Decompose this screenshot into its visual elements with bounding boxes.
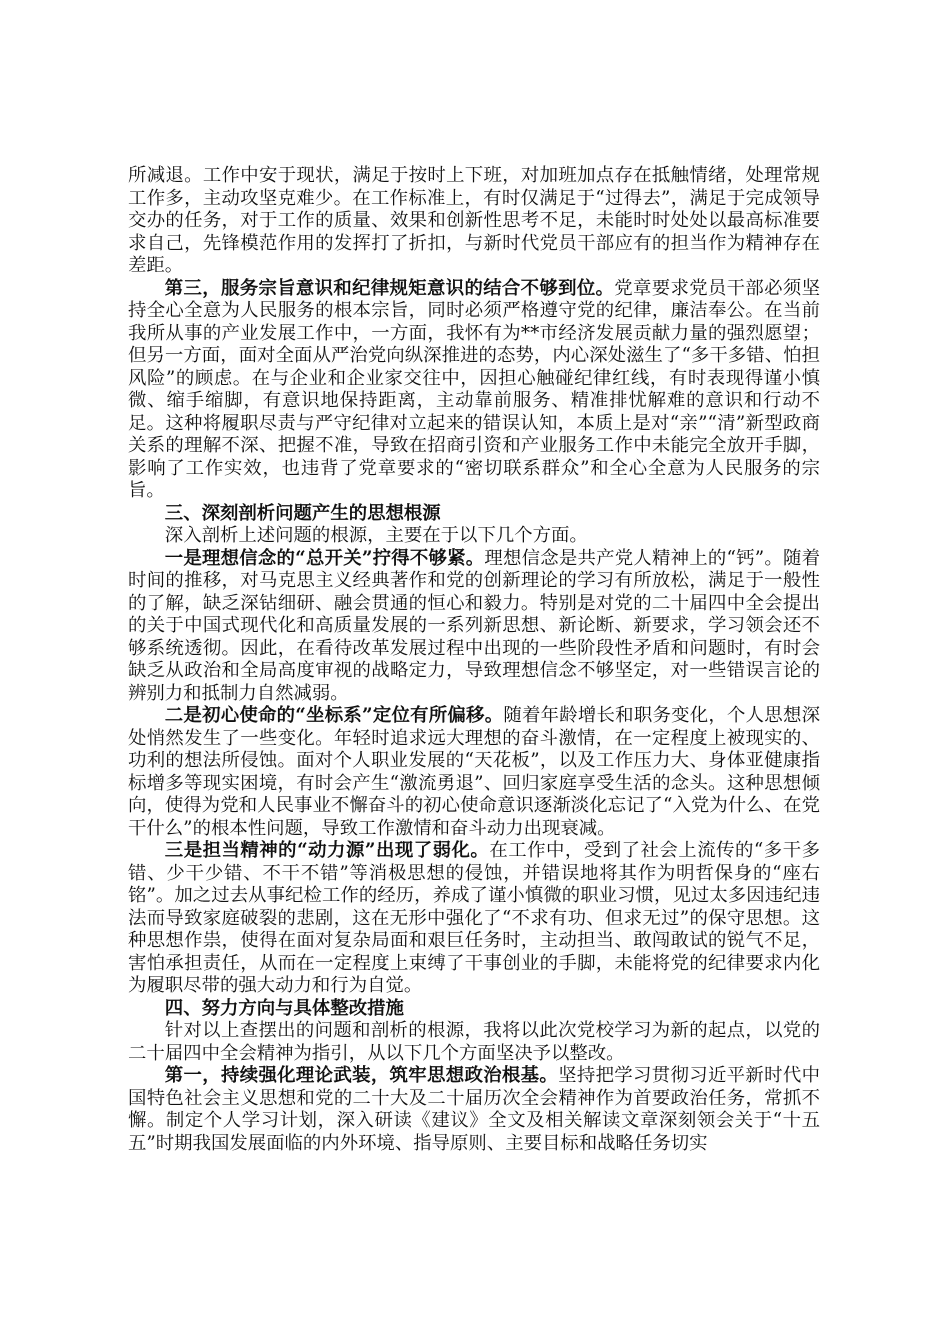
paragraph-intro-measures bbox=[128, 1020, 820, 1065]
section-heading-measures bbox=[128, 998, 820, 1021]
paragraph-root-two bbox=[128, 705, 820, 840]
paragraph-continuation bbox=[128, 165, 820, 278]
paragraph-text: 所减退。工作中安于现状，满足于按时上下班，对加班加点存在抵触情绪，处理常规工作多，主动攻坚克难少。在工作标准上，有时仅满足于“过得去”，满足于完成领导交办的任务，对于工作的质量、效果和创新性思考不足，未能时时处处以最高标准要求自己，先锋模范作用的发挥打了折扣，与新时代党员干部应有的担当作为精神存在差距。 bbox=[128, 165, 820, 276]
paragraph-text: 理想信念是共产党人精神上的“钙”。随着时间的推移，对马克思主义经典著作和党的创新理论的学习有所放松，满足于一般性的了解，缺乏深钻细研、融会贯通的恒心和毅力。特别是对党的二十届四中全会提出的关于中国式现代化和高质量发展的一系列新思想、新论断、新要求，学习领会还不够系统透彻。因此，在看待改革发展过程中出现的一些阶段性矛盾和问题时，有时会缺乏从政治和全局高度审视的战略定力，导致理想信念不够坚定，对一些错误言论的辨别力和抵制力自然减弱。 bbox=[128, 547, 820, 704]
document-body bbox=[128, 165, 820, 1155]
section-heading-roots bbox=[128, 503, 820, 526]
paragraph-third-point bbox=[128, 278, 820, 503]
paragraph-measure-one bbox=[128, 1065, 820, 1155]
paragraph-lead: 第一，持续强化理论武装，筑牢思想政治根基。 bbox=[164, 1065, 559, 1086]
paragraph-text: 随着年龄增长和职务变化，个人思想深处悄然发生了一些变化。年轻时追求远大理想的奋斗激情，在一定程度上被现实的、功利的想法所侵蚀。面对个人职业发展的“天花板”，以及工作压力大、身体亚健康指标增多等现实困境，有时会产生“激流勇退”、回归家庭享受生活的念头。这种思想倾向，使得为党和人民事业不懈奋斗的初心使命意识逐渐淡化忘记了“入党为什么、在党干什么”的根本性问题，导致工作激情和奋斗动力出现衰减。 bbox=[128, 705, 820, 839]
section-heading-text: 四、努力方向与具体整改措施 bbox=[164, 997, 404, 1019]
paragraph-lead: 第三，服务宗旨意识和纪律规矩意识的结合不够到位。 bbox=[164, 277, 615, 299]
paragraph-text: 在工作中，受到了社会上流传的“多干多错、少干少错、不干不错”等消极思想的侵蚀，并错误地将其作为明哲保身的“座右铭”。加之过去从事纪检工作的经历，养成了谨小慎微的职业习惯，见过太多因违纪违法而导致家庭破裂的悲剧，这在无形中强化了“不求有功、但求无过”的保守思想。这种思想作祟，使得在面对复杂局面和艰巨任务时，主动担当、敢闯敢试的锐气不足，害怕承担责任，从而在一定程度上束缚了干事创业的手脚，未能将党的纪律要求内化为履职尽带的强大动力和行为自觉。 bbox=[128, 840, 820, 996]
paragraph-text: 党章要求党员干部必须坚持全心全意为人民服务的根本宗旨，同时必须严格遵守党的纪律，廉洁奉公。在当前我所从事的产业发展工作中，一方面，我怀有为**市经济发展贡献力量的强烈愿望；但另一方面，面对全面从严治党向纵深推进的态势，内心深处滋生了“多干多错、怕担风险”的顾虑。在与企业和企业家交往中，因担心触碰纪律红线，有时表现得谨小慎微、缩手缩脚，有意识地保持距离，主动靠前服务、精准排忧解难的意识和行动不足。这种将履职尽责与严守纪律对立起来的错误认知，本质上是对“亲”“清”新型政商关系的理解不深、把握不准，导致在招商引资和产业服务工作中未能完全放开手脚，影响了工作实效，也违背了党章要求的“密切联系群众”和全心全意为人民服务的宗旨。 bbox=[128, 277, 820, 501]
paragraph-lead: 一是理想信念的“总开关”拧得不够紧。 bbox=[164, 547, 485, 569]
paragraph-intro-roots bbox=[128, 525, 820, 548]
paragraph-lead: 二是初心使命的“坐标系”定位有所偏移。 bbox=[164, 705, 504, 726]
paragraph-root-three bbox=[128, 840, 820, 998]
paragraph-text: 深入剖析上述问题的根源，主要在于以下几个方面。 bbox=[164, 525, 588, 546]
paragraph-root-one bbox=[128, 548, 820, 706]
paragraph-lead: 三是担当精神的“动力源”出现了弱化。 bbox=[164, 840, 490, 861]
section-heading-text: 三、深刻剖析问题产生的思想根源 bbox=[164, 502, 441, 524]
paragraph-text: 针对以上查摆出的问题和剖析的根源，我将以此次党校学习为新的起点，以党的二十届四中全会精神为指引，从以下几个方面坚决予以整改。 bbox=[128, 1020, 820, 1064]
paragraph-text: 坚持把学习贯彻习近平新时代中国特色社会主义思想和党的二十大及二十届历次全会精神作为首要政治任务，常抓不懈。制定个人学习计划，深入研读《建议》全文及相关解读文章深刻领会关于“十五五”时期我国发展面临的内外环境、指导原则、主要目标和战略任务切实 bbox=[128, 1065, 820, 1154]
